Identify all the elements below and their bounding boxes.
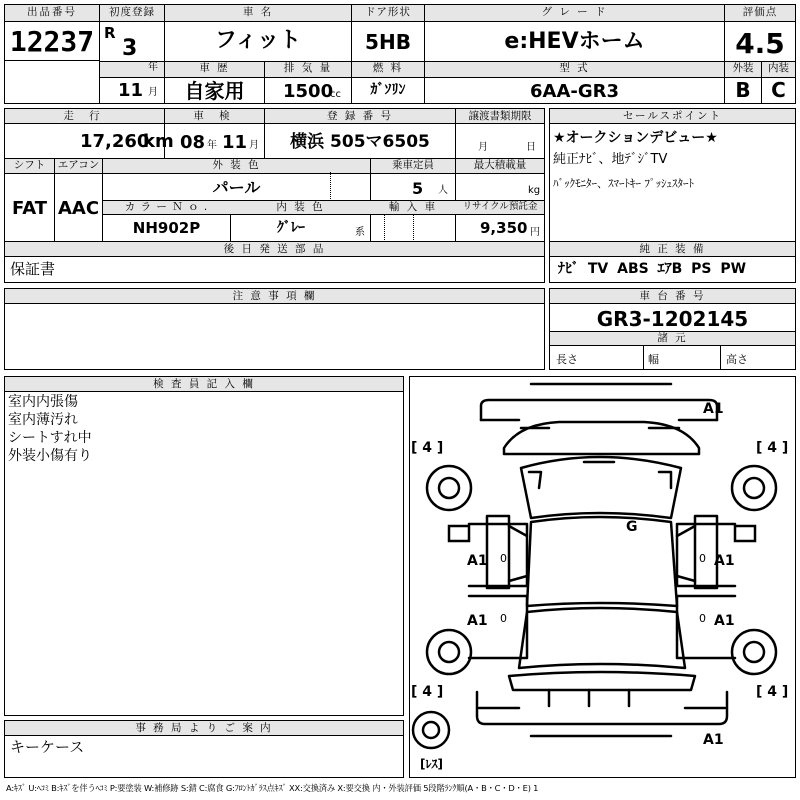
color-number-label: カ ラ ー Ｎ ｏ .	[124, 201, 209, 213]
fuel: ｶﾞｿﾘﾝ	[370, 82, 406, 98]
month-unit: 月	[148, 87, 158, 98]
inspector-line-2: 室内薄汚れ	[8, 412, 78, 428]
car-name-label: 車 名	[242, 6, 274, 18]
registration-year: 3	[122, 36, 138, 61]
zero-left-front: 0	[500, 552, 507, 565]
inspection-label: 車 検	[193, 110, 236, 122]
shift-label: シフト	[13, 159, 46, 171]
parts-value: 保証書	[10, 260, 56, 278]
transfer-day-unit: 日	[526, 142, 536, 153]
mileage-unit: km	[143, 131, 174, 152]
recycle-deposit: 9,350	[480, 219, 528, 237]
interior-color: ｸﾞﾚｰ	[277, 220, 305, 236]
left-mirror	[449, 526, 469, 541]
max-load-label: 最大積載量	[473, 159, 527, 171]
parts-label: 後 日 発 送 部 品	[223, 243, 326, 255]
lot-number: 12237	[9, 25, 95, 58]
mileage-label: 走 行	[63, 110, 106, 122]
first-registration-label: 初度登録	[109, 6, 155, 18]
exterior-score: B	[735, 78, 751, 102]
interior-label: 内装	[768, 62, 789, 74]
zero-right-front: 0	[699, 552, 706, 565]
history-label: 車 歴	[199, 62, 230, 74]
capacity: 5	[412, 179, 424, 198]
front-bumper	[481, 400, 717, 420]
lot-number-label: 出品番号	[27, 6, 77, 18]
windshield	[521, 457, 681, 518]
interior-color-unit: 系	[355, 227, 365, 238]
spare-tire-less: [ﾚｽ]	[420, 757, 443, 771]
door-type: 5HB	[365, 30, 411, 54]
legend: A:ｷｽﾞ U:ﾍｺﾐ B:ｷｽﾞを伴うﾍｺﾐ P:要塗装 W:補修跡 S:錆 C:腐食 G:ﾌﾛﾝﾄｶﾞﾗｽ点ｷｽﾞ XX:交換済み X:要交換 内・外装評価 5段階ﾗﾝｸ順(A・B・C・D・E) 1	[6, 783, 539, 793]
grade-label: グ レ ー ド	[541, 6, 608, 18]
spare-wheel	[413, 712, 449, 748]
tire-right-front: [ 4 ]	[756, 440, 789, 456]
selling-point-2: 純正ﾅﾋﾞ、地ﾃﾞｼﾞTV	[553, 152, 668, 167]
tire-left-rear: [ 4 ]	[411, 684, 444, 700]
interior-score: C	[771, 78, 786, 102]
recycle-deposit-unit: 円	[530, 227, 540, 238]
left-front-wheel	[427, 466, 471, 510]
selling-points-label: セールスポイント	[622, 110, 723, 122]
model-label: 型 式	[559, 62, 590, 74]
score-label: 評価点	[742, 6, 778, 18]
damage-mark-left-front-door: A1	[467, 553, 488, 569]
inspector-line-3: シートすれ中	[8, 430, 92, 446]
trunk	[509, 672, 695, 690]
zero-right-rear: 0	[699, 612, 706, 625]
capacity-label: 乗車定員	[392, 159, 434, 171]
chassis-label: 車 台 番 号	[639, 290, 706, 302]
inspection-month-unit: 月	[249, 140, 259, 151]
displacement-unit: cc	[330, 89, 341, 100]
registration-number: 横浜 505マ6505	[290, 132, 430, 152]
capacity-unit: 人	[438, 185, 448, 196]
exterior-label: 外装	[732, 62, 754, 74]
glass-mark: G	[626, 519, 638, 535]
tire-left-front: [ 4 ]	[411, 440, 444, 456]
damage-mark-right-rear-door: A1	[714, 613, 735, 629]
import-label: 輸 入 車	[388, 201, 438, 213]
mileage: 17,260	[80, 131, 150, 152]
grade: e:HEVホーム	[504, 29, 645, 54]
zero-left-rear: 0	[500, 612, 507, 625]
tire-right-rear: [ 4 ]	[756, 684, 789, 700]
roof	[527, 517, 677, 606]
max-load-unit: kg	[528, 185, 541, 196]
door-type-label: ドア形状	[365, 6, 411, 18]
chassis-number: GR3-1202145	[596, 307, 749, 331]
selling-point-1: ★オークションデビュー★	[553, 130, 718, 146]
rear-window	[519, 608, 685, 668]
exterior-color-label: 外 装 色	[212, 159, 261, 171]
color-number: NH902P	[132, 219, 201, 237]
right-front-wheel	[732, 466, 776, 510]
height-label: 高さ	[726, 353, 748, 366]
inspector-line-4: 外装小傷有り	[8, 448, 92, 464]
registration-number-label: 登 録 番 号	[326, 110, 393, 122]
transfer-month-unit: 月	[478, 142, 488, 153]
damage-mark-right-front-door: A1	[714, 553, 735, 569]
office-label: 事 務 局 よ り ご 案 内	[135, 722, 273, 734]
damage-mark-rear-bumper: A1	[703, 732, 724, 748]
equipment-value: ﾅﾋﾞ TV ABS ｴｱB PS PW	[558, 261, 747, 277]
spec-label: 諸 元	[657, 332, 688, 344]
year-unit: 年	[148, 62, 158, 73]
displacement: 1500	[283, 81, 334, 102]
registration-month: 11	[118, 80, 144, 101]
damage-mark-left-rear-door: A1	[467, 613, 488, 629]
equipment-label: 純 正 装 備	[639, 243, 706, 255]
era-letter: R	[104, 24, 116, 42]
shift: FAT	[11, 198, 48, 219]
right-mirror	[735, 526, 755, 541]
notes-label: 注 意 事 項 欄	[232, 290, 317, 302]
aircon-label: エアコン	[57, 159, 100, 171]
left-rear-wheel	[427, 630, 471, 674]
inspector-label: 検 査 員 記 入 欄	[153, 378, 255, 390]
inspector-line-1: 室内内張傷	[8, 394, 78, 410]
displacement-label: 排 気 量	[283, 62, 333, 74]
history: 自家用	[184, 79, 245, 103]
right-rear-wheel	[732, 630, 776, 674]
width-label: 幅	[648, 353, 659, 366]
inspection-year: 08	[180, 132, 206, 153]
car-diagram	[409, 376, 796, 778]
recycle-deposit-label: リサイクル預託金	[462, 201, 538, 212]
fuel-label: 燃 料	[372, 62, 404, 74]
inspection-month: 11	[222, 132, 248, 153]
overall-score: 4.5	[735, 27, 785, 60]
interior-color-label: 内 装 色	[276, 201, 325, 213]
aircon: AAC	[57, 198, 100, 219]
car-name: フィット	[214, 28, 302, 53]
model-code: 6AA-GR3	[529, 81, 619, 102]
exterior-color: パール	[212, 178, 261, 197]
office-value: キーケース	[10, 738, 85, 756]
inspection-year-unit: 年	[207, 140, 217, 151]
length-label: 長さ	[556, 353, 578, 366]
selling-points-block	[549, 108, 796, 242]
selling-point-3: ﾊﾞｯｸﾓﾆﾀｰ、ｽﾏｰﾄｷｰ ﾌﾟｯｼｭｽﾀｰﾄ	[553, 177, 694, 190]
damage-mark-front-bumper: A1	[703, 401, 724, 417]
transfer-deadline-label: 譲渡書類期限	[468, 110, 532, 122]
